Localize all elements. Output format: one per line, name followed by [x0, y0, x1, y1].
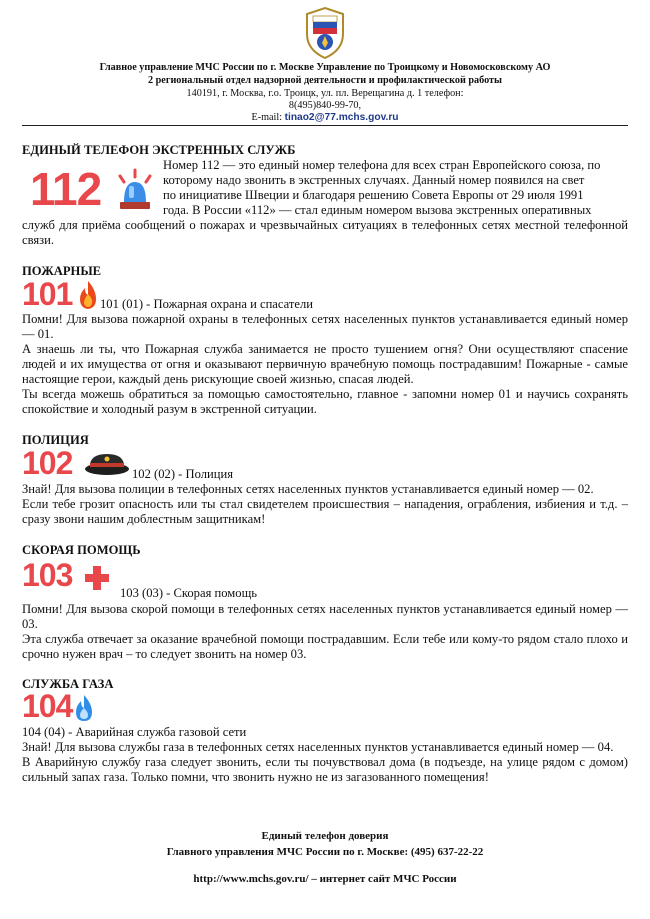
header-org-name: Главное управление МЧС России по г. Москве Управление по Троицкому и Новомосковскому АО	[99, 62, 551, 73]
header-department: 2 региональный отдел надзорной деятельности и профилактической работы	[147, 75, 503, 86]
footer-hotline-phone: Главного управления МЧС России по г. Москве: (495) 637-22-22	[166, 846, 484, 858]
section-title-gas: СЛУЖБА ГАЗА	[22, 677, 114, 691]
emergency-line-4: года. В России «112» — стал единым номером вызова экстренных оперативных	[163, 203, 592, 217]
header-phone: 8(495)840-99-70,	[288, 100, 362, 111]
header-email-line	[0, 112, 650, 123]
fire-paragraph-2: А знаешь ли ты, что Пожарная служба занимается не просто тушением огня? Они осуществляют спасение людей и их имущества от огня и оказывают первичную врачебную помощь пострадавшим! Пожарные - самые настоящие герои, каждый день рискующие своей жизнью, спасая людей.	[22, 342, 628, 386]
gas-flame-icon	[74, 694, 94, 722]
caption-fire: 101 (01) - Пожарная охрана и спасатели	[100, 297, 314, 311]
emergency-line-3: по инициативе Швеции и благодаря решению Совета Европы от 29 июля 1991	[163, 188, 584, 202]
emergency-line-2: которому надо звонить в экстренных случаях. Данный номер появился на свет	[163, 173, 585, 187]
emergency-text-full: служб для приёма сообщений о пожарах и чрезвычайных ситуациях в телефонных сетях местной телефонной связи.	[22, 218, 628, 247]
caption-gas: 104 (04) - Аварийная служба газовой сети	[22, 725, 247, 739]
fire-text	[22, 312, 628, 417]
mchs-emblem-icon	[303, 6, 347, 60]
email-link[interactable]: tinao2@77.mchs.gov.ru	[284, 112, 399, 123]
number-104: 104	[22, 688, 73, 724]
emergency-text-right	[163, 158, 628, 218]
police-cap-icon	[84, 450, 130, 476]
gas-text	[22, 740, 628, 785]
number-112: 112	[30, 163, 102, 215]
section-title-fire: ПОЖАРНЫЕ	[22, 264, 102, 278]
number-103: 103	[22, 557, 73, 593]
ambulance-paragraph-2: Эта служба отвечает за оказание врачебной помощи пострадавшим. Если тебе или кому-то рядом стало плохо и срочно нужен врач – то следует звонить на номер 03.	[22, 632, 628, 661]
emergency-line-1: Номер 112 — это единый номер телефона для всех стран Европейского союза, по	[163, 158, 601, 172]
caption-police: 102 (02) - Полиция	[132, 467, 234, 481]
caption-ambulance: 103 (03) - Скорая помощь	[120, 586, 258, 600]
fire-icon	[76, 280, 100, 310]
section-title-police: ПОЛИЦИЯ	[22, 433, 89, 447]
footer-hotline-title: Единый телефон доверия	[261, 830, 389, 842]
section-title-ambulance: СКОРАЯ ПОМОЩЬ	[22, 543, 141, 557]
gas-paragraph-1: Знай! Для вызова службы газа в телефонных сетях населенных пунктов устанавливается единый номер — 04.	[22, 740, 614, 754]
siren-icon	[112, 166, 158, 212]
footer-website-link[interactable]: http://www.mchs.gov.ru/ – интернет сайт МЧС России	[193, 873, 457, 885]
police-paragraph-2: Если тебе грозит опасность или ты стал свидетелем происшествия – нападения, ограбления, избиения и т.д. – сразу звони нашим доблестным защитникам!	[22, 497, 628, 526]
medical-cross-icon	[84, 565, 110, 591]
gas-paragraph-2: В Аварийную службу газа следует звонить, если ты почувствовал дома (в подъезде, на улице рядом с домом) сильный запах газа. Только помни, что звонить нужно не из загазованного помещения!	[22, 755, 628, 784]
email-label: E-mail:	[251, 112, 283, 123]
ambulance-text	[22, 602, 628, 662]
police-paragraph-1: Знай! Для вызова полиции в телефонных сетях населенных пунктов устанавливается единый номер — 02.	[22, 482, 594, 496]
ambulance-paragraph-1: Помни! Для вызова скорой помощи в телефонных сетях населенных пунктов устанавливается единый номер — 03.	[22, 602, 628, 631]
section-title-emergency: ЕДИНЫЙ ТЕЛЕФОН ЭКСТРЕННЫХ СЛУЖБ	[22, 143, 296, 157]
police-text	[22, 482, 628, 527]
number-102: 102	[22, 445, 73, 481]
fire-paragraph-3: Ты всегда можешь обратиться за помощью самостоятельно, главное - запомни номер 01 и научись сохранять спокойствие и холодный разум в экстренной ситуации.	[22, 387, 628, 416]
header-divider	[22, 125, 628, 126]
fire-paragraph-1: Помни! Для вызова пожарной охраны в телефонных сетях населенных пунктов устанавливается единый номер — 01.	[22, 312, 628, 341]
header-address: 140191, г. Москва, г.о. Троицк, ул. пл. Верещагина д. 1 телефон:	[186, 88, 464, 99]
number-101: 101	[22, 276, 73, 312]
